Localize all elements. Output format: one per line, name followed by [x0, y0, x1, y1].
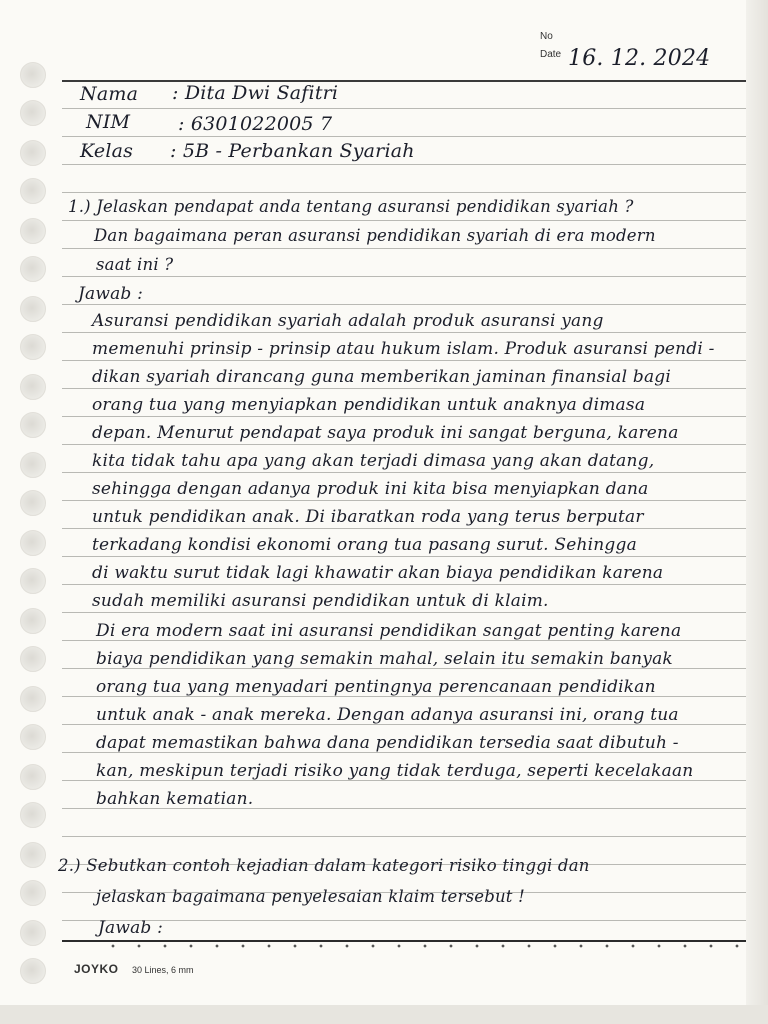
- kelas-label: Kelas: [80, 140, 134, 162]
- date-value: 16. 12. 2024: [568, 46, 711, 71]
- binder-hole: [20, 958, 46, 984]
- binder-hole: [20, 334, 46, 360]
- answer-1-line: di waktu surut tidak lagi khawatir akan biaya pendidikan karena: [92, 563, 664, 583]
- ruled-line: [62, 584, 746, 585]
- footer-dots: [100, 944, 740, 948]
- answer-2-label: Jawab :: [98, 918, 164, 938]
- answer-1-line: sehingga dengan adanya produk ini kita bisa menyiapkan dana: [92, 479, 649, 499]
- ruled-line: [62, 248, 746, 249]
- ruled-line: [62, 164, 746, 165]
- answer-1-line: Di era modern saat ini asuransi pendidikan sangat penting karena: [96, 621, 682, 641]
- ruled-line: [62, 472, 746, 473]
- question-2-line: 2.) Sebutkan contoh kejadian dalam kategori risiko tinggi dan: [58, 856, 590, 875]
- question-1-line: Dan bagaimana peran asuransi pendidikan syariah di era modern: [94, 226, 656, 245]
- nama-label: Nama: [80, 83, 139, 105]
- answer-1-line: bahkan kematian.: [96, 789, 254, 809]
- ruled-line: [62, 836, 746, 837]
- ruled-line: [62, 220, 746, 221]
- binder-hole: [20, 178, 46, 204]
- nim-label: NIM: [86, 111, 131, 133]
- answer-1-line: dikan syariah dirancang guna memberikan jaminan finansial bagi: [92, 367, 671, 387]
- page-edge: [746, 0, 768, 1024]
- question-2-line: jelaskan bagaimana penyelesaian klaim tersebut !: [96, 887, 525, 906]
- answer-1-line: orang tua yang menyiapkan pendidikan untuk anaknya dimasa: [92, 395, 646, 415]
- no-label: No: [540, 31, 553, 42]
- header-rule: [62, 80, 746, 82]
- ruled-line: [62, 276, 746, 277]
- brand-logo: JOYKO: [74, 962, 119, 976]
- binder-hole: [20, 62, 46, 88]
- binder-hole: [20, 920, 46, 946]
- ruled-line: [62, 920, 746, 921]
- binder-hole: [20, 296, 46, 322]
- kelas-value: : 5B - Perbankan Syariah: [170, 140, 415, 162]
- answer-1-line: dapat memastikan bahwa dana pendidikan tersedia saat dibutuh -: [96, 733, 679, 753]
- answer-1-line: orang tua yang menyadari pentingnya perencanaan pendidikan: [96, 677, 656, 697]
- binder-hole: [20, 686, 46, 712]
- ruled-line: [62, 304, 746, 305]
- ruled-line: [62, 136, 746, 137]
- binder-hole: [20, 490, 46, 516]
- binder-hole: [20, 724, 46, 750]
- answer-1-line: depan. Menurut pendapat saya produk ini sangat berguna, karena: [92, 423, 679, 443]
- binder-hole: [20, 530, 46, 556]
- binder-hole: [20, 802, 46, 828]
- binder-hole: [20, 374, 46, 400]
- ruled-line: [62, 192, 746, 193]
- ruled-line: [62, 416, 746, 417]
- answer-1-line: terkadang kondisi ekonomi orang tua pasang surut. Sehingga: [92, 535, 637, 555]
- binder-hole: [20, 880, 46, 906]
- binder-holes: [0, 0, 60, 1000]
- paper-spec: 30 Lines, 6 mm: [132, 965, 194, 975]
- binder-hole: [20, 646, 46, 672]
- binder-hole: [20, 764, 46, 790]
- date-label: Date: [540, 49, 562, 60]
- binder-hole: [20, 842, 46, 868]
- answer-1-line: kita tidak tahu apa yang akan terjadi dimasa yang akan datang,: [92, 451, 655, 471]
- ruled-line: [62, 360, 746, 361]
- page-bottom-strip: [0, 1005, 768, 1024]
- answer-1-line: sudah memiliki asuransi pendidikan untuk di klaim.: [92, 591, 549, 611]
- binder-hole: [20, 608, 46, 634]
- answer-1-label: Jawab :: [78, 284, 144, 304]
- binder-hole: [20, 568, 46, 594]
- ruled-line: [62, 556, 746, 557]
- ruled-line: [62, 612, 746, 613]
- ruled-line: [62, 500, 746, 501]
- binder-hole: [20, 140, 46, 166]
- question-1-line: 1.) Jelaskan pendapat anda tentang asuransi pendidikan syariah ?: [68, 197, 634, 216]
- answer-1-line: biaya pendidikan yang semakin mahal, selain itu semakin banyak: [96, 649, 673, 669]
- binder-hole: [20, 452, 46, 478]
- answer-1-line: untuk pendidikan anak. Di ibaratkan roda yang terus berputar: [92, 507, 644, 527]
- answer-1-line: memenuhi prinsip - prinsip atau hukum islam. Produk asuransi pendi -: [92, 339, 715, 359]
- binder-hole: [20, 412, 46, 438]
- ruled-line: [62, 332, 746, 333]
- question-1-line: saat ini ?: [96, 255, 174, 274]
- binder-hole: [20, 100, 46, 126]
- ruled-line: [62, 388, 746, 389]
- binder-hole: [20, 218, 46, 244]
- answer-1-line: kan, meskipun terjadi risiko yang tidak terduga, seperti kecelakaan: [96, 761, 694, 781]
- answer-1-line: Asuransi pendidikan syariah adalah produk asuransi yang: [92, 311, 604, 331]
- binder-hole: [20, 256, 46, 282]
- nama-value: : Dita Dwi Safitri: [172, 82, 339, 104]
- nim-value: : 6301022005 7: [178, 113, 333, 135]
- ruled-line: [62, 528, 746, 529]
- ruled-line: [62, 444, 746, 445]
- footer-rule: [62, 940, 746, 942]
- answer-1-line: untuk anak - anak mereka. Dengan adanya asuransi ini, orang tua: [96, 705, 679, 725]
- ruled-line: [62, 108, 746, 109]
